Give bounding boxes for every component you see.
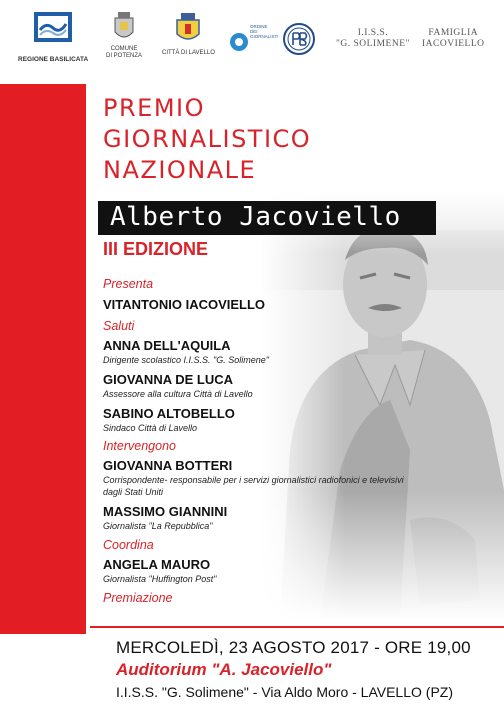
speaker-name: GIOVANNA BOTTERI	[103, 458, 233, 473]
comune-potenza-logo	[106, 10, 142, 60]
regione-basilicata-icon	[28, 10, 78, 46]
logo-text-line: "G. SOLIMENE"	[336, 39, 410, 49]
speaker-name: MASSIMO GIANNINI	[103, 504, 228, 519]
ordine-giornalisti-icon	[228, 22, 279, 52]
title-line-nazionale: NAZIONALE	[103, 156, 257, 184]
logo-caption-line: COMUNE	[110, 46, 138, 52]
edition-label: III EDIZIONE	[103, 239, 209, 259]
logo-caption-line: DI POTENZA	[106, 53, 143, 59]
honoree-name: Alberto Jacoviello	[110, 202, 401, 232]
iiss-solimene-monogram-icon	[282, 22, 316, 56]
iiss-solimene-logo	[282, 22, 316, 56]
logo-caption-line: ORDINE	[250, 24, 268, 29]
citta-lavello-logo	[162, 10, 215, 57]
presenter-name: VITANTONIO IACOVIELLO	[103, 297, 266, 312]
speaker-role: dagli Stati Uniti	[103, 487, 164, 497]
logo-caption-line: DEI	[250, 29, 258, 34]
speaker-role: Dirigente scolastico I.I.S.S. "G. Solimene"	[103, 355, 269, 365]
premiazione-label: Premiazione	[103, 591, 173, 605]
saluti-label: Saluti	[103, 319, 135, 333]
logo-caption: REGIONE BASILICATA	[18, 56, 89, 63]
speaker-name: SABINO ALTOBELLO	[103, 406, 235, 421]
logo-text-line: FAMIGLIA	[428, 28, 479, 38]
title-line-giornalistico: GIORNALISTICO	[103, 125, 312, 153]
coordinator-role: Giornalista "Huffington Post"	[103, 574, 217, 584]
presenta-label: Presenta	[103, 277, 154, 291]
speaker-role: Giornalista "La Repubblica"	[103, 521, 213, 531]
speaker-role: Sindaco Città di Lavello	[103, 423, 198, 433]
citta-lavello-crest-icon	[171, 10, 205, 44]
speaker-role: Corrispondente- responsabile per i servizi giornalistici radiofonici e televisivi	[103, 475, 404, 485]
speaker-role: Assessore alla cultura Città di Lavello	[103, 389, 253, 399]
speaker-name: ANNA DELL'AQUILA	[103, 338, 231, 353]
footer-divider	[90, 626, 504, 628]
coordinator-name: ANGELA MAURO	[103, 557, 211, 572]
logo-caption: CITTÀ DI LAVELLO	[162, 50, 215, 56]
event-date-time: MERCOLEDÌ, 23 AGOSTO 2017 - ORE 19,00	[116, 638, 471, 657]
coordina-label: Coordina	[103, 538, 154, 552]
logo-text-line: I.I.S.S.	[357, 28, 389, 38]
logo-caption-line: GIORNALISTI	[250, 34, 279, 39]
portrait-photo	[260, 190, 504, 620]
comune-potenza-crest-icon	[107, 10, 141, 44]
iiss-solimene-text-logo	[336, 28, 410, 50]
title-line-premio: PREMIO	[103, 94, 205, 122]
intervengono-label: Intervengono	[103, 439, 176, 453]
logo-text-line: IACOVIELLO	[422, 39, 485, 49]
regione-basilicata-logo	[18, 10, 88, 63]
red-side-band	[0, 84, 86, 634]
speaker-name: GIOVANNA DE LUCA	[103, 372, 233, 387]
sponsor-logos-row	[0, 0, 504, 78]
ordine-giornalisti-logo	[228, 22, 279, 52]
famiglia-iacoviello-text-logo	[422, 28, 485, 50]
event-address: I.I.S.S. "G. Solimene" - Via Aldo Moro - LAVELLO (PZ)	[116, 684, 453, 700]
event-venue: Auditorium "A. Jacoviello"	[116, 660, 332, 679]
